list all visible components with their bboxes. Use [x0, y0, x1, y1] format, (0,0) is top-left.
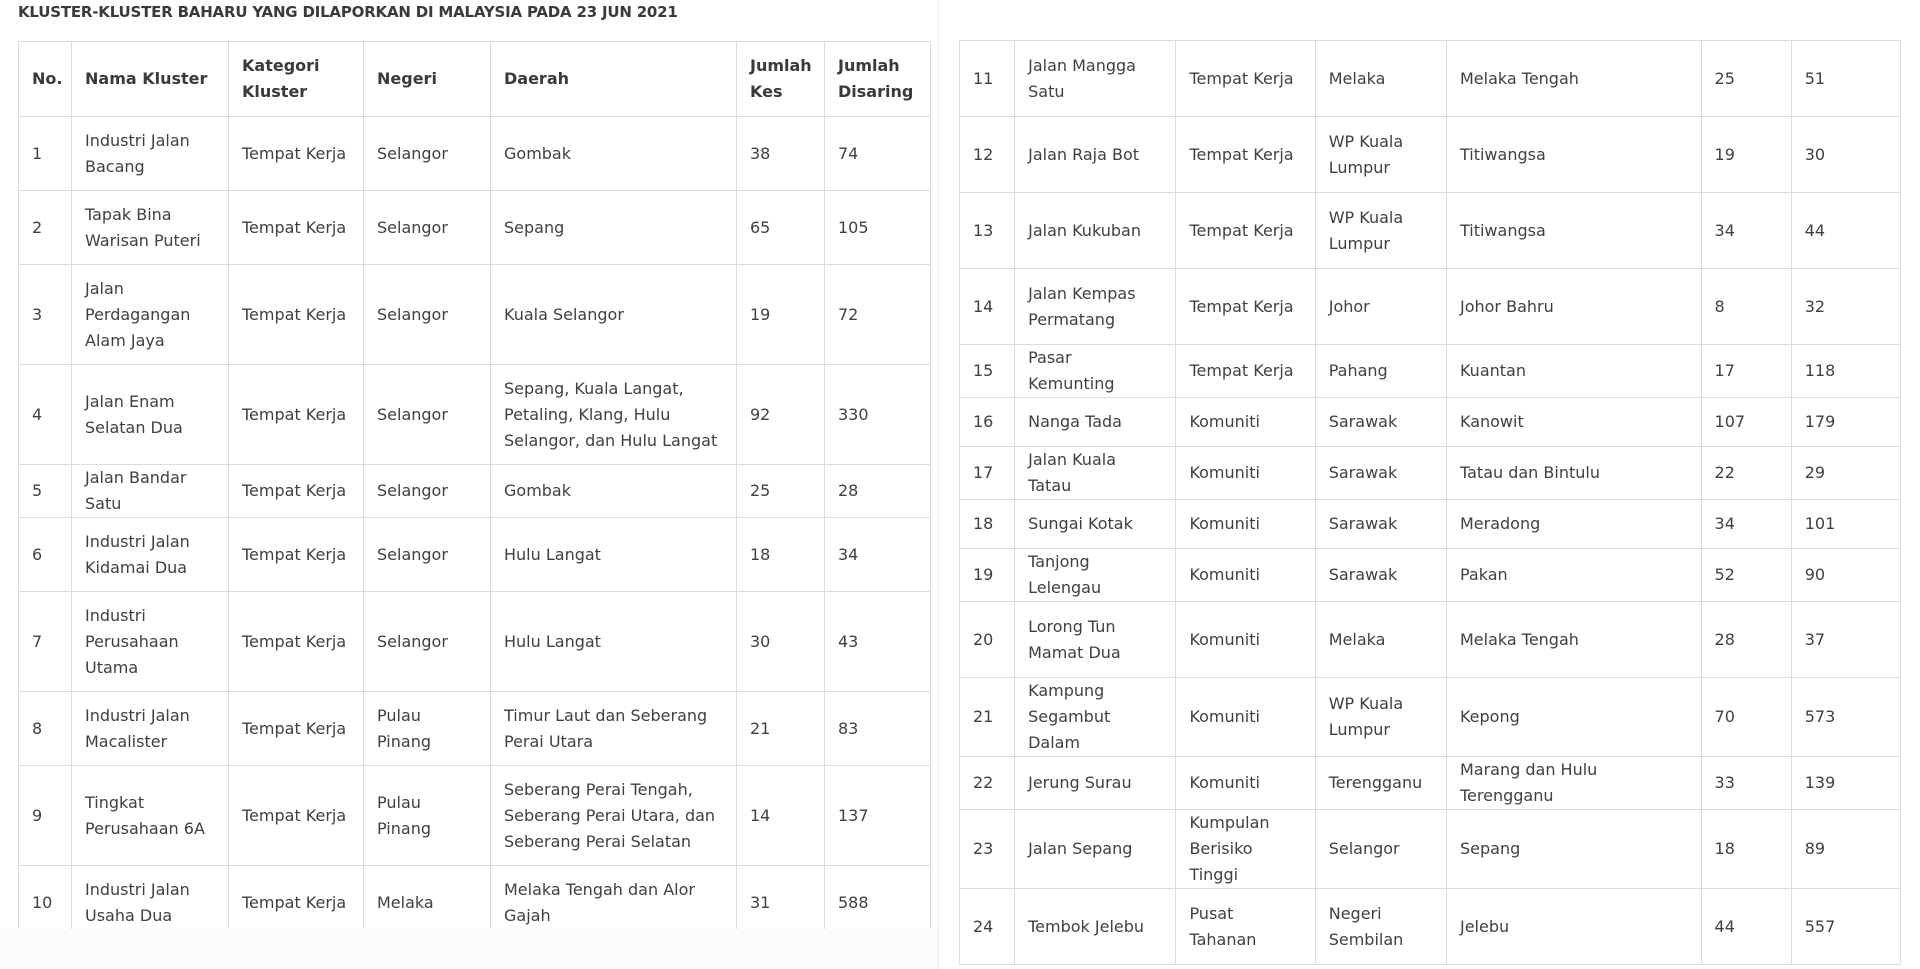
cell-disaring: 34: [825, 518, 931, 592]
cell-no: 21: [960, 678, 1015, 757]
cell-daerah: Sepang: [491, 191, 737, 265]
cell-daerah: Johor Bahru: [1446, 269, 1701, 345]
cell-kes: 18: [737, 518, 825, 592]
cell-daerah: Gombak: [491, 465, 737, 518]
table-row: [19, 692, 931, 766]
cell-nama: Industri Jalan Kidamai Dua: [72, 518, 229, 592]
cell-kategori: Komuniti: [1176, 447, 1315, 500]
cell-nama: Jalan Kukuban: [1015, 193, 1176, 269]
table-row: [960, 500, 1901, 549]
cell-daerah: Titiwangsa: [1446, 117, 1701, 193]
cell-nama: Kampung Segambut Dalam: [1015, 678, 1176, 757]
cell-kategori: Tempat Kerja: [1176, 269, 1315, 345]
cell-no: 11: [960, 41, 1015, 117]
cell-negeri: WP Kuala Lumpur: [1315, 117, 1446, 193]
cell-no: 4: [19, 365, 72, 465]
cell-negeri: Selangor: [364, 518, 491, 592]
cell-nama: Tapak Bina Warisan Puteri: [72, 191, 229, 265]
cell-daerah: Kepong: [1446, 678, 1701, 757]
cell-disaring: 28: [825, 465, 931, 518]
header-nama-kluster: Nama Kluster: [72, 42, 229, 117]
cell-kes: 18: [1701, 810, 1791, 889]
cell-disaring: 557: [1791, 889, 1900, 965]
cell-daerah: Meradong: [1446, 500, 1701, 549]
cell-kes: 17: [1701, 345, 1791, 398]
cell-disaring: 137: [825, 766, 931, 866]
cell-daerah: Melaka Tengah: [1446, 602, 1701, 678]
cell-kes: 34: [1701, 500, 1791, 549]
cell-disaring: 29: [1791, 447, 1900, 500]
table-row: [960, 117, 1901, 193]
table-row: [19, 766, 931, 866]
cell-nama: Industri Jalan Bacang: [72, 117, 229, 191]
cell-disaring: 179: [1791, 398, 1900, 447]
cell-no: 22: [960, 757, 1015, 810]
cell-kes: 52: [1701, 549, 1791, 602]
cell-disaring: 573: [1791, 678, 1900, 757]
cell-negeri: Sarawak: [1315, 398, 1446, 447]
cell-no: 5: [19, 465, 72, 518]
cell-kategori: Tempat Kerja: [229, 265, 364, 365]
cell-nama: Industri Jalan Usaha Dua: [72, 866, 229, 930]
cell-kes: 30: [737, 592, 825, 692]
header-kategori-kluster: Kategori Kluster: [229, 42, 364, 117]
right-table-viewport[interactable]: [939, 0, 1920, 969]
cell-kategori: Komuniti: [1176, 549, 1315, 602]
cell-kes: 31: [737, 866, 825, 930]
cell-negeri: Selangor: [364, 592, 491, 692]
cluster-table-left: [18, 41, 931, 929]
cell-kategori: Tempat Kerja: [229, 117, 364, 191]
table-row: [19, 465, 931, 518]
cell-negeri: Selangor: [364, 365, 491, 465]
table-row: [960, 41, 1901, 117]
table-row: [960, 678, 1901, 757]
cell-no: 6: [19, 518, 72, 592]
left-table-viewport[interactable]: [0, 41, 938, 929]
cell-daerah: Timur Laut dan Seberang Perai Utara: [491, 692, 737, 766]
cell-daerah: Jelebu: [1446, 889, 1701, 965]
table-row: [19, 265, 931, 365]
cell-kategori: Tempat Kerja: [229, 518, 364, 592]
cell-no: 15: [960, 345, 1015, 398]
cell-negeri: Sarawak: [1315, 549, 1446, 602]
cell-daerah: Sepang, Kuala Langat, Petaling, Klang, Hulu Selangor, dan Hulu Langat: [491, 365, 737, 465]
cell-negeri: Selangor: [364, 465, 491, 518]
table-row: [19, 365, 931, 465]
cell-kes: 38: [737, 117, 825, 191]
cell-no: 14: [960, 269, 1015, 345]
cell-negeri: Sarawak: [1315, 447, 1446, 500]
cell-nama: Pasar Kemunting: [1015, 345, 1176, 398]
cell-daerah: Hulu Langat: [491, 518, 737, 592]
cell-negeri: Johor: [1315, 269, 1446, 345]
cell-nama: Jalan Raja Bot: [1015, 117, 1176, 193]
cell-negeri: Sarawak: [1315, 500, 1446, 549]
cell-kategori: Tempat Kerja: [229, 692, 364, 766]
cell-no: 1: [19, 117, 72, 191]
cell-kes: 14: [737, 766, 825, 866]
cell-kategori: Tempat Kerja: [229, 465, 364, 518]
cell-kes: 21: [737, 692, 825, 766]
cell-kes: 70: [1701, 678, 1791, 757]
cell-daerah: Melaka Tengah dan Alor Gajah: [491, 866, 737, 930]
cell-nama: Industri Jalan Macalister: [72, 692, 229, 766]
table-row: [960, 269, 1901, 345]
cell-negeri: Selangor: [364, 265, 491, 365]
cell-disaring: 32: [1791, 269, 1900, 345]
cell-kategori: Tempat Kerja: [229, 766, 364, 866]
table-header-row: [19, 42, 931, 117]
cell-nama: Jerung Surau: [1015, 757, 1176, 810]
page-background-strip: [0, 929, 938, 969]
cell-daerah: Gombak: [491, 117, 737, 191]
page-title: KLUSTER-KLUSTER BAHARU YANG DILAPORKAN DI MALAYSIA PADA 23 JUN 2021: [18, 3, 678, 21]
table-row: [960, 810, 1901, 889]
cell-nama: Jalan Enam Selatan Dua: [72, 365, 229, 465]
cell-kes: 44: [1701, 889, 1791, 965]
cell-no: 2: [19, 191, 72, 265]
cell-kes: 33: [1701, 757, 1791, 810]
table-row: [19, 592, 931, 692]
cell-disaring: 330: [825, 365, 931, 465]
table-row: [19, 518, 931, 592]
cell-kes: 19: [737, 265, 825, 365]
cell-disaring: 44: [1791, 193, 1900, 269]
cell-no: 8: [19, 692, 72, 766]
cell-disaring: 30: [1791, 117, 1900, 193]
cell-nama: Lorong Tun Mamat Dua: [1015, 602, 1176, 678]
cell-nama: Jalan Mangga Satu: [1015, 41, 1176, 117]
cell-kategori: Pusat Tahanan: [1176, 889, 1315, 965]
cell-daerah: Pakan: [1446, 549, 1701, 602]
cell-no: 24: [960, 889, 1015, 965]
cell-kes: 22: [1701, 447, 1791, 500]
cell-daerah: Melaka Tengah: [1446, 41, 1701, 117]
cell-disaring: 588: [825, 866, 931, 930]
cell-disaring: 43: [825, 592, 931, 692]
cell-no: 17: [960, 447, 1015, 500]
cell-nama: Jalan Kempas Permatang: [1015, 269, 1176, 345]
cell-kategori: Tempat Kerja: [229, 191, 364, 265]
table-row: [960, 447, 1901, 500]
cell-daerah: Seberang Perai Tengah, Seberang Perai Utara, dan Seberang Perai Selatan: [491, 766, 737, 866]
cell-daerah: Tatau dan Bintulu: [1446, 447, 1701, 500]
cell-disaring: 37: [1791, 602, 1900, 678]
table-row: [960, 602, 1901, 678]
cell-kategori: Tempat Kerja: [1176, 41, 1315, 117]
cell-kategori: Tempat Kerja: [229, 592, 364, 692]
cell-kategori: Komuniti: [1176, 602, 1315, 678]
cell-negeri: WP Kuala Lumpur: [1315, 678, 1446, 757]
cell-no: 3: [19, 265, 72, 365]
table-row: [960, 398, 1901, 447]
cell-no: 19: [960, 549, 1015, 602]
cell-kategori: Tempat Kerja: [229, 866, 364, 930]
header-negeri: Negeri: [364, 42, 491, 117]
cell-negeri: Pulau Pinang: [364, 692, 491, 766]
cell-no: 20: [960, 602, 1015, 678]
cell-no: 13: [960, 193, 1015, 269]
cell-disaring: 83: [825, 692, 931, 766]
table-row: [960, 549, 1901, 602]
cell-negeri: Negeri Sembilan: [1315, 889, 1446, 965]
table-row: [19, 866, 931, 930]
cell-kes: 25: [737, 465, 825, 518]
cell-disaring: 139: [1791, 757, 1900, 810]
header-daerah: Daerah: [491, 42, 737, 117]
cell-no: 18: [960, 500, 1015, 549]
cell-daerah: Kuantan: [1446, 345, 1701, 398]
cell-nama: Tingkat Perusahaan 6A: [72, 766, 229, 866]
cell-kategori: Kumpulan Berisiko Tinggi: [1176, 810, 1315, 889]
cell-kes: 8: [1701, 269, 1791, 345]
cell-daerah: Kanowit: [1446, 398, 1701, 447]
table-row: [19, 191, 931, 265]
cell-negeri: Selangor: [364, 117, 491, 191]
cell-negeri: Terengganu: [1315, 757, 1446, 810]
cell-negeri: Pahang: [1315, 345, 1446, 398]
cell-disaring: 105: [825, 191, 931, 265]
cell-negeri: Melaka: [364, 866, 491, 930]
left-panel: [0, 0, 938, 929]
cell-negeri: Pulau Pinang: [364, 766, 491, 866]
cell-nama: Industri Perusahaan Utama: [72, 592, 229, 692]
cell-negeri: Melaka: [1315, 41, 1446, 117]
cell-no: 23: [960, 810, 1015, 889]
cell-nama: Tembok Jelebu: [1015, 889, 1176, 965]
cell-nama: Tanjong Lelengau: [1015, 549, 1176, 602]
cell-daerah: Sepang: [1446, 810, 1701, 889]
cell-kategori: Komuniti: [1176, 398, 1315, 447]
table-row: [19, 117, 931, 191]
cell-disaring: 101: [1791, 500, 1900, 549]
cell-disaring: 90: [1791, 549, 1900, 602]
table-row: [960, 889, 1901, 965]
cell-disaring: 51: [1791, 41, 1900, 117]
cell-daerah: Hulu Langat: [491, 592, 737, 692]
cell-kategori: Tempat Kerja: [1176, 117, 1315, 193]
right-panel: [938, 0, 1920, 969]
cell-no: 7: [19, 592, 72, 692]
cell-negeri: Melaka: [1315, 602, 1446, 678]
cell-no: 16: [960, 398, 1015, 447]
cell-negeri: Selangor: [364, 191, 491, 265]
cell-kategori: Komuniti: [1176, 757, 1315, 810]
cell-kes: 107: [1701, 398, 1791, 447]
cell-negeri: Selangor: [1315, 810, 1446, 889]
cluster-table-right: [959, 40, 1901, 965]
cell-no: 9: [19, 766, 72, 866]
cell-nama: Sungai Kotak: [1015, 500, 1176, 549]
cell-kes: 65: [737, 191, 825, 265]
cell-nama: Jalan Bandar Satu: [72, 465, 229, 518]
cell-daerah: Marang dan Hulu Terengganu: [1446, 757, 1701, 810]
table-row: [960, 345, 1901, 398]
cell-nama: Jalan Perdagangan Alam Jaya: [72, 265, 229, 365]
cell-daerah: Titiwangsa: [1446, 193, 1701, 269]
cell-nama: Jalan Kuala Tatau: [1015, 447, 1176, 500]
cell-kes: 92: [737, 365, 825, 465]
cell-kategori: Tempat Kerja: [1176, 345, 1315, 398]
cell-nama: Jalan Sepang: [1015, 810, 1176, 889]
cell-kes: 34: [1701, 193, 1791, 269]
cell-no: 12: [960, 117, 1015, 193]
cell-nama: Nanga Tada: [1015, 398, 1176, 447]
cell-negeri: WP Kuala Lumpur: [1315, 193, 1446, 269]
cell-no: 10: [19, 866, 72, 930]
cell-disaring: 74: [825, 117, 931, 191]
cell-kes: 25: [1701, 41, 1791, 117]
cell-kes: 19: [1701, 117, 1791, 193]
cell-disaring: 72: [825, 265, 931, 365]
table-row: [960, 757, 1901, 810]
cell-kategori: Tempat Kerja: [229, 365, 364, 465]
cell-kes: 28: [1701, 602, 1791, 678]
header-jumlah-kes: Jumlah Kes: [737, 42, 825, 117]
cell-kategori: Tempat Kerja: [1176, 193, 1315, 269]
cell-kategori: Komuniti: [1176, 678, 1315, 757]
cell-daerah: Kuala Selangor: [491, 265, 737, 365]
header-no: No.: [19, 42, 72, 117]
cell-disaring: 118: [1791, 345, 1900, 398]
header-jumlah-disaring: Jumlah Disaring: [825, 42, 931, 117]
cell-disaring: 89: [1791, 810, 1900, 889]
cell-kategori: Komuniti: [1176, 500, 1315, 549]
table-row: [960, 193, 1901, 269]
